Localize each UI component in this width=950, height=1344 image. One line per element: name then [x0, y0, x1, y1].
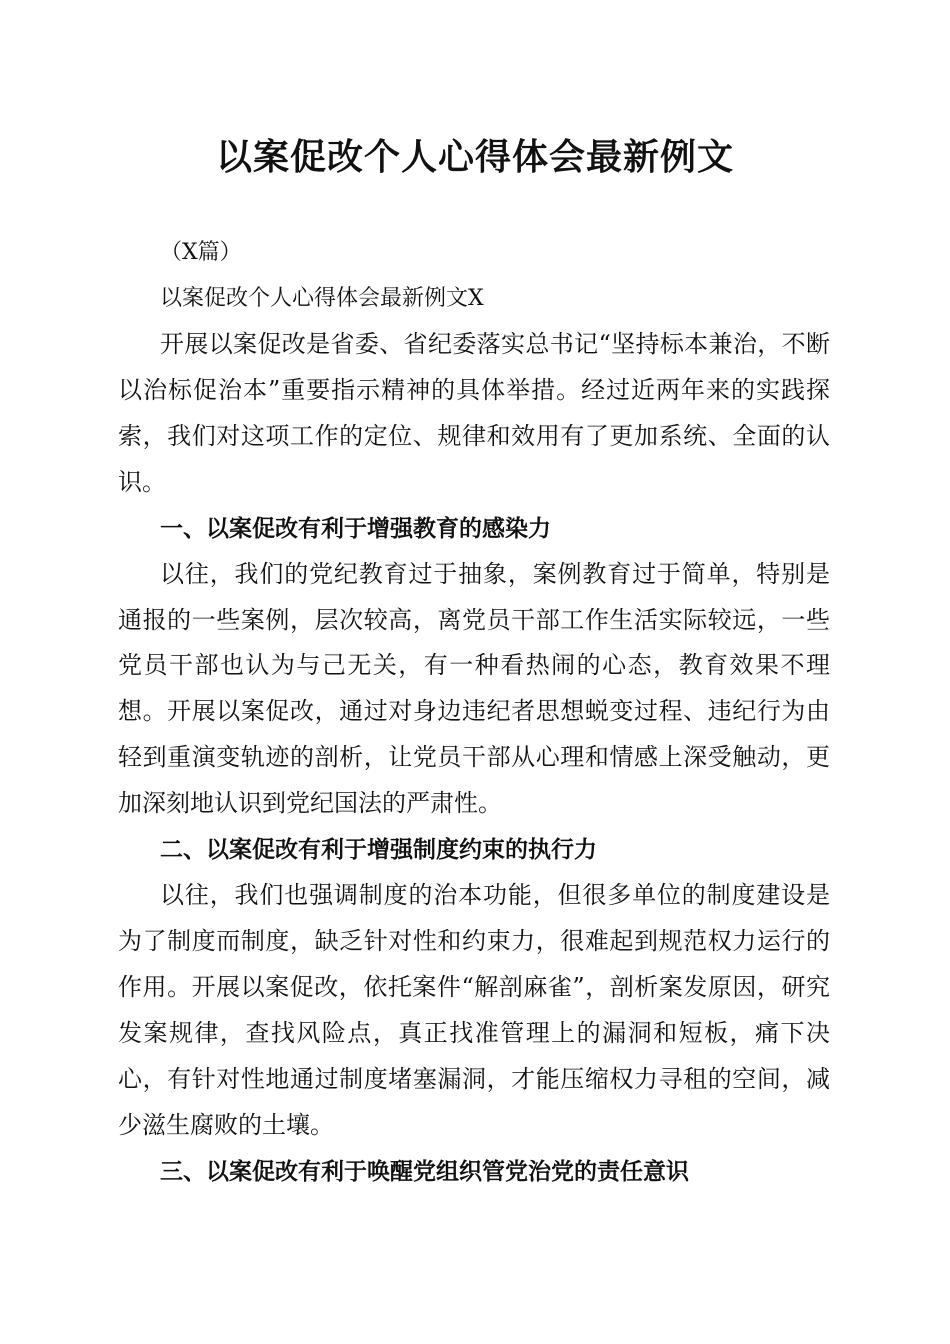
article-subtitle: 以案促改个人心得体会最新例文X: [160, 286, 484, 311]
section-1-heading: 一、以案促改有利于增强教育的感染力: [160, 515, 551, 542]
document-body: [118, 230, 830, 1195]
intro-paragraph: 开展以案促改是省委、省纪委落实总书记“坚持标本兼治，不断以治标促治本”重要指示精神的具体举措。经过近两年来的实践探索，我们对这项工作的定位、规律和效用有了更加系统、全面的认识。: [118, 330, 830, 496]
article-count-label: （X篇）: [160, 240, 242, 265]
section-2-heading: 二、以案促改有利于增强制度约束的执行力: [160, 837, 597, 864]
document-title: 以案促改个人心得体会最新例文: [215, 137, 734, 178]
section-1-paragraph: 以往，我们的党纪教育过于抽象，案例教育过于简单，特别是通报的一些案例，层次较高，离党员干部工作生活实际较远，一些党员干部也认为与己无关，有一种看热闹的心态，教育效果不理想。开展以案促改，通过对身边违纪者思想蜕变过程、违纪行为由轻到重演变轨迹的剖析，让党员干部从心理和情感上深受触动，更加深刻地认识到党纪国法的严肃性。: [118, 559, 830, 818]
section-2-paragraph: 以往，我们也强调制度的治本功能，但很多单位的制度建设是为了制度而制度，缺乏针对性和约束力，很难起到规范权力运行的作用。开展以案促改，依托案件“解剖麻雀”，剖析案发原因，研究发案规律，查找风险点，真正找准管理上的漏洞和短板，痛下决心，有针对性地通过制度堵塞漏洞，才能压缩权力寻租的空间，减少滋生腐败的土壤。: [118, 881, 830, 1139]
section-3-heading: 三、以案促改有利于唤醒党组织管党治党的责任意识: [160, 1158, 689, 1185]
